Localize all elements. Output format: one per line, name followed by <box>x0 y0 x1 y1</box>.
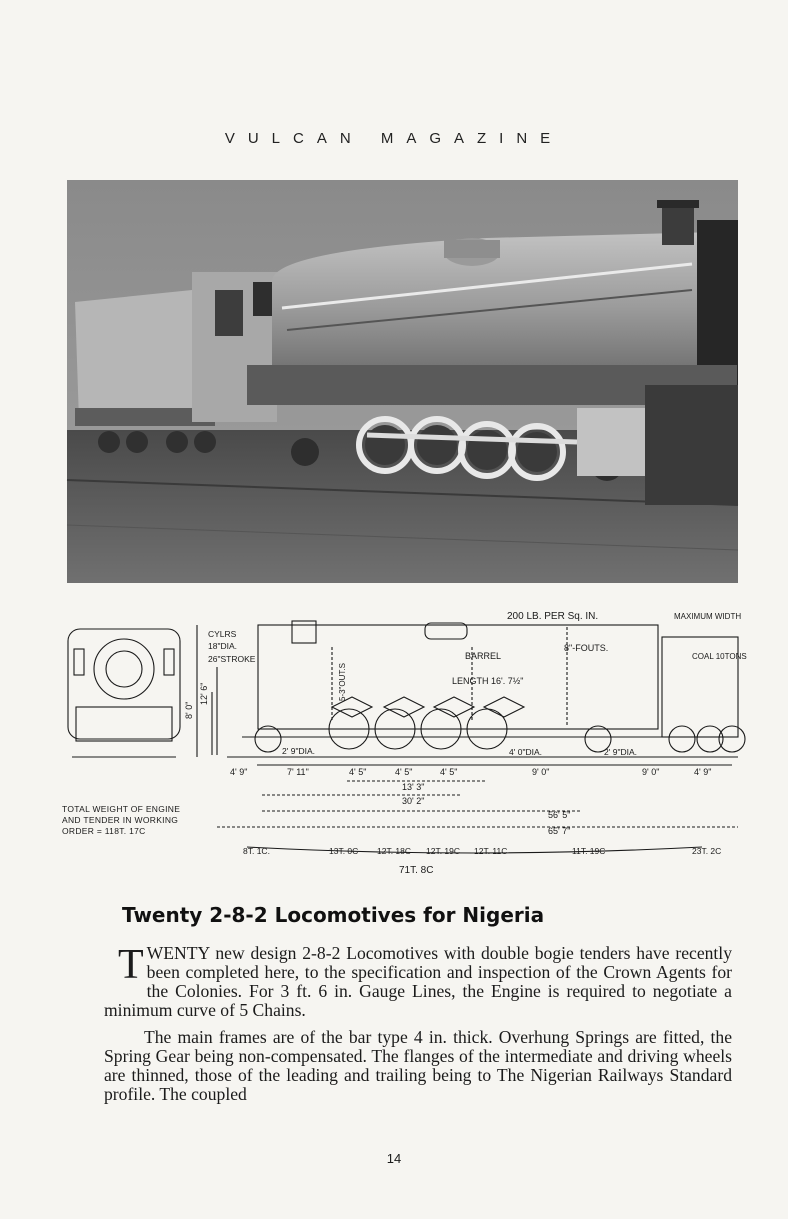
cylinder-diameter-label: 18"DIA. <box>208 641 238 651</box>
tubes-label: 8"-FOUTS. <box>564 643 609 653</box>
paragraph-1 <box>104 944 732 1020</box>
coal-label: COAL 10TONS <box>692 652 747 661</box>
note-line: ORDER = 118T. 17C <box>62 826 146 836</box>
wheelbase-dim: 4' 9" <box>230 767 248 777</box>
cylinders-label: CYLRS <box>208 629 237 639</box>
barrel-length-label: LENGTH 16'. 7½" <box>452 676 524 686</box>
paragraph-1-text: WENTY new design 2-8-2 Locomotives with double bogie tenders have recently been completed here, to the specification and inspection of the Crown Agents for the Colonies. For 3 ft. 6 in. Gauge Lines, the Engine is required to negotiate a minimum curve of 5 Chains. <box>104 943 732 1020</box>
pressure-label: 200 LB. PER Sq. IN. <box>507 611 599 622</box>
span-dim: 13' 3" <box>402 782 425 792</box>
total-engine-weight: 71T. 8C <box>399 865 434 876</box>
max-width-label: MAXIMUM WIDTH <box>674 612 742 621</box>
wheelbase-dim: 4' 5" <box>349 767 367 777</box>
height-label-8: 8' 0" <box>184 701 194 719</box>
dome-note-label: 5-3"OUT.S <box>338 663 347 701</box>
axle-weight: 8T. 1C. <box>243 846 270 856</box>
axle-weight: 23T. 2C <box>692 846 722 856</box>
span-dim: 56' 5" <box>548 810 571 820</box>
axle-weight: 11T. 19C <box>572 846 606 856</box>
driving-wheel-label: 4' 0"DIA. <box>509 747 542 757</box>
axle-weight: 12T. 18C <box>377 846 412 856</box>
wheelbase-dim: 4' 9" <box>694 767 712 777</box>
drop-cap: T <box>118 942 144 988</box>
paragraph-2 <box>104 1028 732 1104</box>
running-header: VULCAN MAGAZINE <box>224 130 564 147</box>
barrel-label: BARREL <box>465 651 502 661</box>
paragraph-2-text: The main frames are of the bar type 4 in. thick. Overhung Springs are fitted, the Spring Gear being non-compensated. The flanges of the intermediate and driving wheels are thinned, those of the leading and trailing being to The Nigerian Railways Standard profile. The coupled <box>104 1027 732 1104</box>
wheelbase-dim: 9' 0" <box>642 767 660 777</box>
total-weight-note <box>62 804 222 837</box>
note-line: TOTAL WEIGHT OF ENGINE <box>62 804 181 814</box>
cylinder-stroke-label: 26"STROKE <box>208 654 256 664</box>
article-title: Twenty 2-8-2 Locomotives for Nigeria <box>122 903 545 927</box>
axle-weight: 13T. 0C <box>329 846 359 856</box>
trailing-wheel-label: 2' 9"DIA. <box>604 747 637 757</box>
article-body <box>104 944 732 1104</box>
axle-weight: 12T. 19C <box>426 846 461 856</box>
wheelbase-dim: 4' 5" <box>440 767 458 777</box>
span-dim: 65' 7" <box>548 826 571 836</box>
note-line: AND TENDER IN WORKING <box>62 815 179 825</box>
locomotive-photograph <box>67 180 738 583</box>
height-label-12: 12' 6" <box>199 682 209 705</box>
wheelbase-dim: 9' 0" <box>532 767 550 777</box>
span-dim: 30' 2" <box>402 796 425 806</box>
general-arrangement-diagram <box>62 607 747 882</box>
wheelbase-dim: 7' 11" <box>287 767 309 777</box>
page-number: 14 <box>386 1151 402 1166</box>
leading-wheel-label: 2' 9"DIA. <box>282 746 315 756</box>
wheelbase-dim: 4' 5" <box>395 767 413 777</box>
axle-weight: 12T. 11C <box>474 846 508 856</box>
